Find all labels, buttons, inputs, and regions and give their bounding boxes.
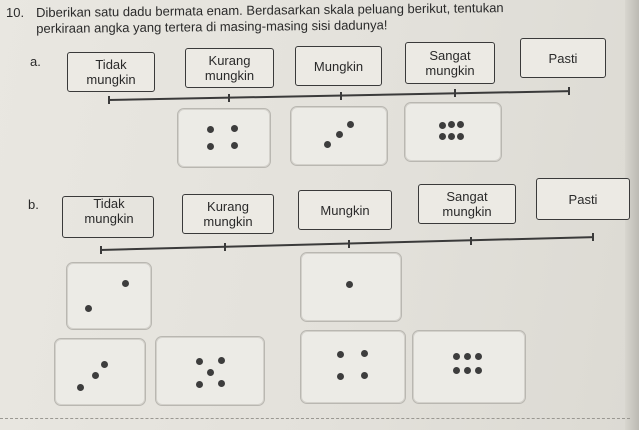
scale-a-box-sangat-mungkin	[405, 42, 495, 84]
pip	[448, 121, 455, 128]
scale-a-label-1-line1: Tidak	[95, 57, 127, 72]
pip	[361, 372, 368, 379]
scale-b-box-1	[62, 196, 154, 238]
scale-b-label-4-line1: Sangat	[446, 189, 488, 204]
scale-b-label-1-line1: Tidak	[93, 196, 125, 211]
pip	[122, 280, 129, 287]
pip	[231, 125, 238, 132]
pip	[475, 353, 482, 360]
pip	[207, 143, 214, 150]
pip	[196, 358, 203, 365]
pip	[207, 369, 214, 376]
pip	[231, 142, 238, 149]
pip	[457, 121, 464, 128]
pip	[101, 361, 108, 368]
pip	[347, 121, 354, 128]
scale-b-tick-2	[348, 240, 350, 248]
scale-a-label-4-line1: Sangat	[429, 48, 471, 63]
scale-a-tick-0	[108, 96, 110, 104]
pip	[92, 372, 99, 379]
question-line-2: perkiraan angka yang tertera di masing-masing sisi dadunya!	[36, 17, 388, 36]
die-b-four	[300, 330, 406, 404]
die-b-three	[54, 338, 146, 406]
question-line-1: Diberikan satu dadu bermata enam. Berdasarkan skala peluang berikut, tentukan	[36, 0, 504, 20]
scale-b-tick-1	[224, 243, 226, 251]
scale-a-box-kurang-mungkin	[185, 48, 274, 88]
pip	[464, 367, 471, 374]
die-b-six	[412, 330, 526, 404]
scale-a-box-tidak-mungkin	[67, 52, 155, 92]
die-b-five	[155, 336, 265, 406]
scale-b-label-2-line2: mungkin	[203, 214, 253, 229]
pip	[207, 126, 214, 133]
scale-a-box-mungkin	[295, 46, 382, 86]
pip	[464, 353, 471, 360]
pip	[337, 351, 344, 358]
pip	[77, 384, 84, 391]
pip	[457, 133, 464, 140]
scale-a-tick-4	[568, 87, 570, 95]
scale-b-label-2-line1: Kurang	[207, 199, 249, 214]
pip	[324, 141, 331, 148]
die-a-six	[404, 102, 502, 162]
scale-a-tick-1	[228, 94, 230, 102]
pip	[439, 122, 446, 129]
scale-a-label-5: Pasti	[548, 50, 578, 66]
pip	[453, 353, 460, 360]
die-b-two	[66, 262, 152, 330]
scale-a-label-4-line2: mungkin	[425, 63, 475, 78]
scale-a-label-2-line1: Kurang	[208, 53, 251, 68]
scale-a-label-1-line2: mungkin	[86, 72, 136, 87]
scale-a-tick-2	[340, 92, 342, 100]
pip	[475, 367, 482, 374]
scale-b-box-pasti	[536, 178, 630, 220]
pip	[85, 305, 92, 312]
question-number: 10.	[6, 5, 25, 20]
scale-a-box-pasti	[520, 38, 606, 78]
pip	[453, 367, 460, 374]
cut-line	[0, 418, 630, 419]
pip	[196, 381, 203, 388]
scale-a-tick-3	[454, 89, 456, 97]
scale-b-label-5: Pasti	[568, 191, 598, 207]
scale-b-box-sangat-mungkin	[418, 184, 516, 224]
pip	[448, 133, 455, 140]
pip	[439, 133, 446, 140]
pip	[336, 131, 343, 138]
scale-b-tick-3	[470, 237, 472, 245]
scale-b-box-kurang-mungkin	[182, 194, 274, 234]
die-a-three	[290, 106, 388, 166]
scale-b-tick-0	[100, 246, 102, 254]
part-b-label: b.	[28, 197, 39, 212]
pip	[346, 281, 353, 288]
scale-b-label-4-line2: mungkin	[442, 204, 492, 219]
die-b-one	[300, 252, 402, 322]
scale-b-label-1-line2: mungkin	[84, 211, 134, 226]
scale-b-label-3: Mungkin	[320, 202, 370, 218]
pip	[218, 380, 225, 387]
pip	[361, 350, 368, 357]
scale-b-tick-4	[592, 233, 594, 241]
scale-a-label-2-line2: mungkin	[204, 68, 255, 83]
part-a-label: a.	[30, 54, 41, 69]
die-a-four	[177, 108, 271, 168]
question-text	[36, 0, 626, 37]
scale-b-box-mungkin	[298, 190, 392, 230]
pip	[337, 373, 344, 380]
pip	[218, 357, 225, 364]
scale-a-label-3: Mungkin	[313, 58, 364, 74]
